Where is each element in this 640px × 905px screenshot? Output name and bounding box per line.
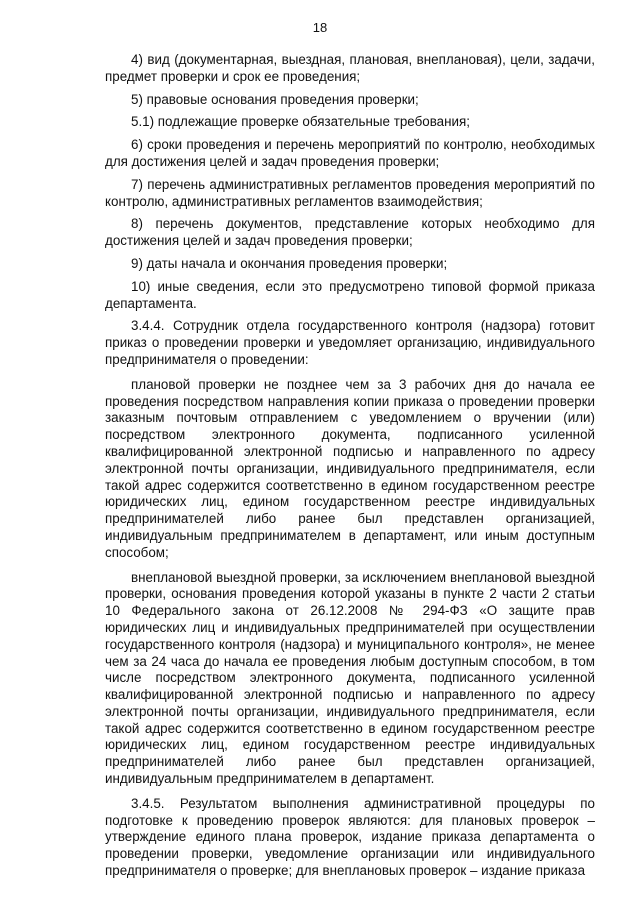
paragraph-item-10: 10) иные сведения, если это предусмотрено типовой формой приказа департамента. — [105, 278, 595, 311]
paragraph-item-8: 8) перечень документов, представление которых необходимо для достижения целей и задач проведения проверки; — [105, 216, 595, 249]
paragraph-item-5: 5) правовые основания проведения проверки; — [131, 91, 419, 107]
paragraph-item-9: 9) даты начала и окончания проведения проверки; — [131, 255, 448, 271]
paragraph-item-5-1: 5.1) подлежащие проверке обязательные требования; — [131, 114, 470, 130]
paragraph-unplanned-inspection: внеплановой выездной проверки, за исключением внеплановой выездной проверки, основания проведения которой указаны в пункте 2 части 2 статьи 10 Федерального закона от 26.12.2008 № 294-ФЗ «О защите прав юридических лиц и индивидуальных предпринимателей при осуществлении государственного контроля (надзора) и муниципального контроля», не менее чем за 24 часа до начала ее проведения любым доступным способом, в том числе посредством электронного документа, подписанного усиленной квалифицированной электронной подписью и направленного по адресу электронной почты организации, индивидуального предпринимателя, если такой адрес содержится соответственно в едином государственном реестре юридических лиц, едином государственном реестре индивидуальных предпринимателей либо ранее был представлен организацией, индивидуальным предпринимателем в департамент. — [105, 569, 595, 787]
paragraph-planned-inspection: плановой проверки не позднее чем за 3 рабочих дня до начала ее проведения посредством направления копии приказа о проведении проверки заказным почтовым отправлением с уведомлением о вручении (или) посредством электронного документа, подписанного усиленной квалифицированной электронной подписью и направленного по адресу электронной почты организации, индивидуального предпринимателя, если такой адрес содержится соответственно в едином государственном реестре юридических лиц, едином государственном реестре индивидуальных предпринимателей либо ранее был представлен организацией, индивидуальным предпринимателем в департамент, или иным доступным способом; — [105, 376, 595, 560]
paragraph-item-4: 4) вид (документарная, выездная, плановая, внеплановая), цели, задачи, предмет проверки и срок ее проведения; — [105, 52, 595, 84]
paragraph-item-7: 7) перечень административных регламентов проведения мероприятий по контролю, административных регламентов взаимодействия; — [105, 176, 595, 209]
paragraph-item-6: 6) сроки проведения и перечень мероприятий по контролю, необходимых для достижения целей и задач проведения проверки; — [105, 137, 595, 169]
document-body — [105, 52, 595, 886]
paragraph-3-4-5: 3.4.5. Результатом выполнения административной процедуры по подготовке к проведению проверок являются: для плановых проверок – утверждение единого плана проверок, издание приказа департамента о проведении проверки, уведомление организации или индивидуального предпринимателя о проверке; для внеплановых проверок – издание приказа — [105, 795, 595, 879]
page-number: 18 — [312, 20, 328, 35]
paragraph-3-4-4: 3.4.4. Сотрудник отдела государственного контроля (надзора) готовит приказ о проведении проверки и уведомляет организацию, индивидуального предпринимателя о проведении: — [105, 318, 595, 367]
